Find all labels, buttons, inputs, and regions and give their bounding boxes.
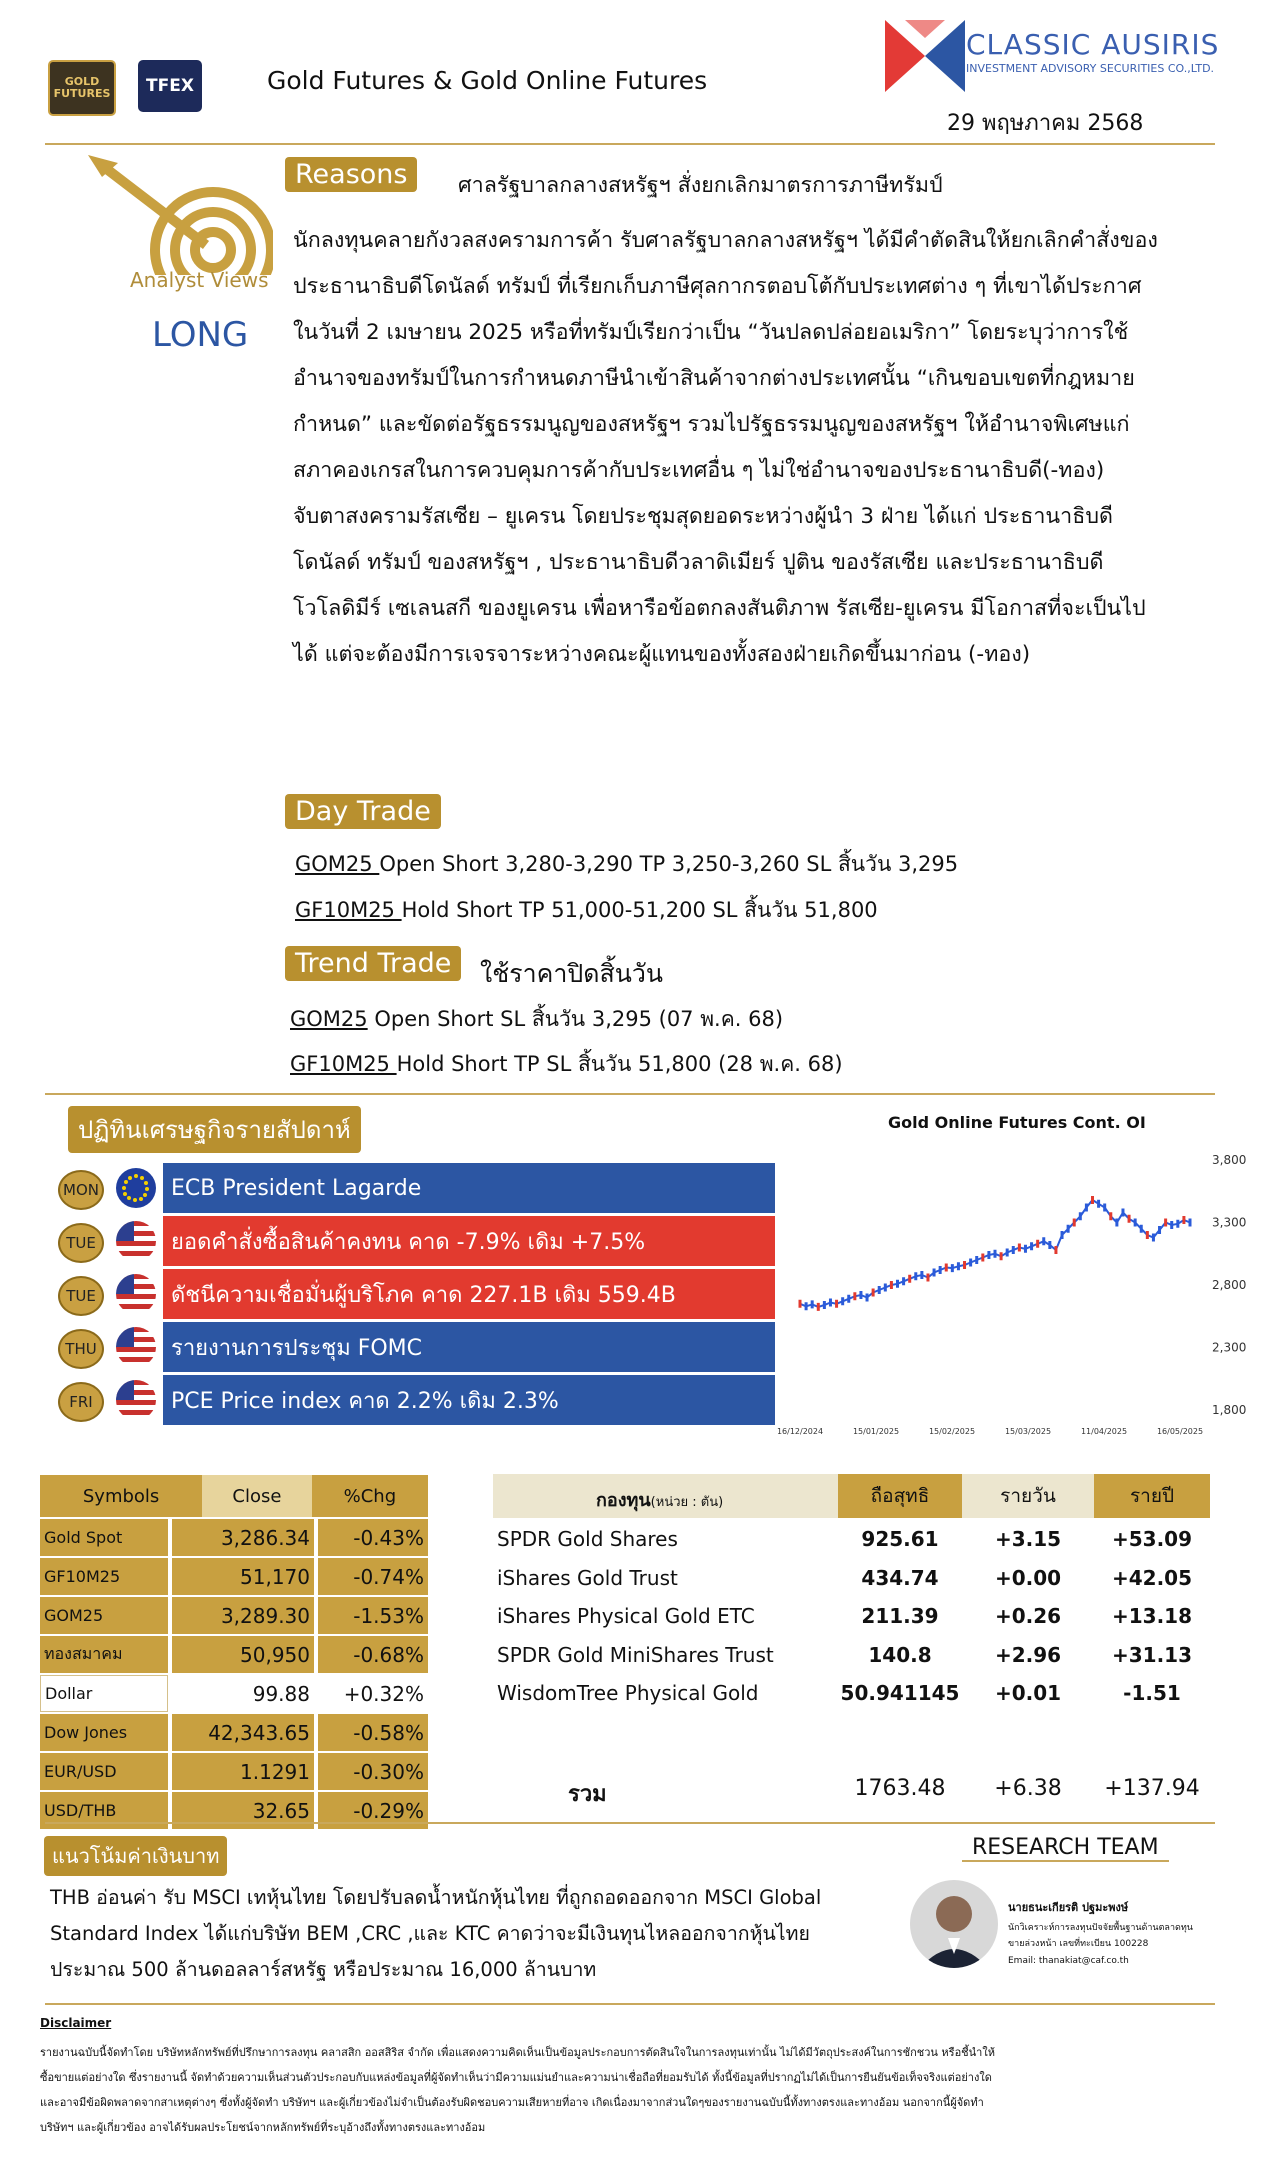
- reason-line: ในวันที่ 2 เมษายน 2025 หรือที่ทรัมป์เรียกว่าเป็น “วันปลดปล่อยอเมริกา” โดยระบุว่าการใช้: [293, 320, 1129, 345]
- fund-yearly: +13.18: [1111, 1604, 1193, 1628]
- fund-total-label: รวม: [568, 1782, 607, 1807]
- price-symbol: USD/THB: [40, 1792, 168, 1829]
- x-tick-label: 16/05/2025: [1156, 1427, 1204, 1436]
- us-flag-icon: [116, 1380, 156, 1420]
- price-close: 3,286.34: [172, 1519, 314, 1556]
- page-title: Gold Futures & Gold Online Futures: [267, 66, 708, 95]
- event-row: [163, 1216, 775, 1266]
- oi-data-point: [1006, 1249, 1009, 1257]
- oi-data-point: [920, 1271, 923, 1279]
- oi-data-point: [914, 1272, 917, 1280]
- fund-total-daily: +6.38: [994, 1776, 1062, 1801]
- header-symbols: Symbols: [40, 1475, 202, 1517]
- fund-daily: +0.00: [994, 1565, 1062, 1590]
- day-badge-thu: THU: [58, 1329, 104, 1369]
- oi-data-point: [1121, 1209, 1124, 1217]
- oi-data-point: [1158, 1226, 1161, 1234]
- us-flag-icon: [116, 1327, 156, 1367]
- fund-yearly: +31.13: [1111, 1642, 1193, 1667]
- oi-data-point: [835, 1300, 838, 1308]
- price-close: 42,343.65: [172, 1714, 314, 1751]
- event-text: รายงานการประชุม FOMC: [171, 1335, 423, 1361]
- x-tick-label: 15/03/2025: [1004, 1427, 1052, 1436]
- price-close: 50,950: [172, 1636, 314, 1673]
- x-tick-label: 15/01/2025: [852, 1427, 900, 1436]
- fund-row: [493, 1598, 1210, 1637]
- reason-line: สภาคองเกรสในการควบคุมการค้ากับประเทศอื่น ๆ ไม่ใช่อำนาจของประธานาธิบดี(-ทอง): [293, 458, 1105, 483]
- fund-total-yearly: +137.94: [1104, 1776, 1200, 1801]
- analyst-email: Email: thanakiat@caf.co.th: [1008, 1956, 1129, 1966]
- research-team-title: RESEARCH TEAM: [962, 1835, 1169, 1862]
- section-divider: [45, 2003, 1215, 2005]
- oi-data-point: [1164, 1219, 1167, 1227]
- target-arrow-icon: [88, 155, 273, 275]
- fund-name: SPDR Gold Shares: [497, 1527, 678, 1551]
- oi-data-point: [1128, 1215, 1131, 1223]
- fund-hold: 211.39: [861, 1604, 939, 1628]
- reason-line: อำนาจของทรัมป์ในการกำหนดภาษีนำเข้าสินค้าจากต่างประเทศนั้น “เกินขอบเขตที่กฎหมาย: [293, 366, 1135, 391]
- oi-data-point: [817, 1303, 820, 1311]
- oi-data-point: [1152, 1234, 1155, 1242]
- fund-yearly: +42.05: [1111, 1565, 1193, 1590]
- oi-data-point: [963, 1261, 966, 1269]
- gold-futures-logo: GOLD FUTURES: [48, 60, 116, 116]
- price-row: [40, 1714, 428, 1751]
- price-row: [40, 1597, 428, 1634]
- fund-row: [493, 1560, 1210, 1599]
- reasons-tag: Reasons: [285, 157, 417, 192]
- fund-total-hold: 1763.48: [854, 1776, 946, 1801]
- reason-line: โดนัลด์ ทรัมป์ ของสหรัฐฯ , ประธานาธิบดีวลาดิเมียร์ ปูติน ของรัสเซีย และประธานาธิบดี: [293, 550, 1104, 575]
- price-symbol: Gold Spot: [40, 1519, 168, 1556]
- oi-data-point: [1079, 1212, 1082, 1220]
- oi-data-point: [1091, 1196, 1094, 1204]
- fund-name-header: [596, 1485, 723, 1514]
- oi-data-point: [811, 1300, 814, 1308]
- price-chg: -0.74%: [318, 1558, 428, 1595]
- trend-trade-item: [290, 1003, 783, 1036]
- day-badge-tue: TUE: [58, 1223, 104, 1263]
- oi-data-point: [1109, 1212, 1112, 1220]
- fund-daily: +3.15: [994, 1527, 1062, 1551]
- trend-trade-text: Hold Short TP SL สิ้นวัน 51,800 (28 พ.ค. 68): [396, 1052, 843, 1076]
- price-symbol: ทองสมาคม: [40, 1636, 168, 1673]
- x-tick-label: 11/04/2025: [1080, 1427, 1128, 1436]
- disclaimer-title: Disclaimer: [40, 2016, 112, 2030]
- oi-data-point: [994, 1250, 997, 1258]
- oi-data-point: [866, 1294, 869, 1302]
- day-badge-tue: TUE: [58, 1276, 104, 1316]
- trend-trade-item: [290, 1048, 843, 1081]
- oi-data-point: [1030, 1242, 1033, 1250]
- oi-data-point: [1073, 1219, 1076, 1227]
- day-badge-fri: FRI: [58, 1382, 104, 1422]
- oi-data-point: [933, 1269, 936, 1277]
- oi-chart: [770, 1140, 1250, 1440]
- classic-ausiris-logo-icon: [885, 20, 965, 92]
- brand-subtitle: INVESTMENT ADVISORY SECURITIES CO.,LTD.: [966, 62, 1215, 75]
- oi-data-point: [1103, 1204, 1106, 1212]
- fund-rows: [493, 1521, 1210, 1714]
- oi-data-point: [1042, 1237, 1045, 1245]
- baht-trend-tag: แนวโน้มค่าเงินบาท: [44, 1836, 227, 1876]
- day-trade-item: [295, 848, 958, 881]
- oi-data-point: [1000, 1252, 1003, 1260]
- day-trade-text: Hold Short TP 51,000-51,200 SL สิ้นวัน 51,800: [401, 898, 878, 922]
- reasons-body: [293, 218, 1233, 678]
- price-chg: -0.58%: [318, 1714, 428, 1751]
- oi-data-point: [853, 1292, 856, 1300]
- price-symbol: GOM25: [40, 1597, 168, 1634]
- eu-flag-icon: [116, 1168, 156, 1208]
- reasons-headline: ศาลรัฐบาลกลางสหรัฐฯ สั่งยกเลิกมาตรการภาษีทรัมป์: [458, 173, 943, 198]
- us-flag-icon: [116, 1221, 156, 1261]
- oi-data-point: [1182, 1216, 1185, 1224]
- price-chg: -0.30%: [318, 1753, 428, 1790]
- price-symbol: GF10M25: [40, 1558, 168, 1595]
- event-text: PCE Price index คาด 2.2% เดิม 2.3%: [171, 1388, 559, 1414]
- analyst-view-long: LONG: [152, 315, 249, 355]
- price-table-header: [40, 1475, 428, 1517]
- oi-data-point: [1146, 1231, 1149, 1239]
- oi-data-point: [823, 1301, 826, 1309]
- event-text: ดัชนีความเชื่อมั่นผู้บริโภค คาด 227.1B เดิม 559.4B: [171, 1282, 676, 1308]
- oi-data-point: [951, 1264, 954, 1272]
- oi-data-point: [1085, 1204, 1088, 1212]
- disclaimer-line: รายงานฉบับนี้จัดทำโดย บริษัทหลักทรัพย์ที่ปรึกษาการลงทุน คลาสสิก ออสสิริส จำกัด เพื่อแสดงความคิดเห็นเป็นข้อมูลประกอบการตัดสินใจในการลงทุนเท่านั้น ไม่ได้มีวัตถุประสงค์ในการชักชวน หรือชี้นำให้: [40, 2046, 995, 2059]
- price-symbol: EUR/USD: [40, 1753, 168, 1790]
- trend-trade-text: Open Short SL สิ้นวัน 3,295 (07 พ.ค. 68): [367, 1007, 784, 1031]
- day-trade-symbol: GOM25: [295, 852, 380, 876]
- oi-data-point: [1097, 1200, 1100, 1208]
- fund-row: [493, 1675, 1210, 1714]
- section-divider: [45, 1093, 1215, 1095]
- oi-data-point: [1048, 1241, 1051, 1249]
- brand-name: CLASSIC AUSIRIS: [966, 28, 1220, 61]
- oi-data-point: [902, 1277, 905, 1285]
- oi-data-point: [872, 1289, 875, 1297]
- oi-data-point: [1018, 1244, 1021, 1252]
- price-rows: [40, 1519, 428, 1831]
- price-row: [40, 1753, 428, 1790]
- x-tick-label: 15/02/2025: [928, 1427, 976, 1436]
- fund-name: SPDR Gold MiniShares Trust: [497, 1642, 774, 1667]
- header-close: Close: [202, 1475, 312, 1517]
- price-symbol: Dow Jones: [40, 1714, 168, 1751]
- oi-data-point: [975, 1256, 978, 1264]
- day-trade-symbol: GF10M25: [295, 898, 402, 922]
- disclaimer-body: [40, 2040, 1230, 2140]
- price-symbol: Dollar: [40, 1675, 168, 1712]
- oi-data-point: [1024, 1245, 1027, 1253]
- baht-line: Standard Index ได้แก่บริษัท BEM ,CRC ,และ KTC คาดว่าจะมีเงินทุนไหลออกจากหุ้นไทย: [50, 1922, 810, 1945]
- reason-line: กำหนด” และขัดต่อรัฐธรรมนูญของสหรัฐฯ รวมไปรัฐธรรมนูญของสหรัฐฯ ให้อำนาจพิเศษแก่: [293, 412, 1130, 437]
- price-close: 99.88: [172, 1675, 314, 1712]
- price-table: [40, 1475, 428, 1517]
- fund-hold: 140.8: [868, 1642, 932, 1667]
- oi-data-point: [799, 1300, 802, 1308]
- oi-data-point: [1176, 1220, 1179, 1228]
- price-row: [40, 1519, 428, 1556]
- fund-yearly: +53.09: [1111, 1527, 1193, 1551]
- fund-daily: +0.26: [994, 1604, 1062, 1628]
- disclaimer-line: บริษัทฯ และผู้เกี่ยวข้อง อาจได้รับผลประโยชน์จากหลักทรัพย์ที่ระบุอ้างถึงทั้งทางตรงและทางอ้อม: [40, 2121, 486, 2134]
- fund-hold: 434.74: [861, 1565, 939, 1590]
- fund-daily: +0.01: [994, 1681, 1062, 1705]
- reason-line: ได้ แต่จะต้องมีการเจรจาระหว่างคณะผู้แทนของทั้งสองฝ่ายเกิดขึ้นมาก่อน (-ทอง): [293, 642, 1031, 667]
- price-chg: +0.32%: [318, 1675, 428, 1712]
- price-chg: -0.43%: [318, 1519, 428, 1556]
- fund-header-unit: (หน่วย : ตัน): [650, 1495, 724, 1510]
- day-trade-text: Open Short 3,280-3,290 TP 3,250-3,260 SL สิ้นวัน 3,295: [379, 852, 959, 876]
- oi-data-point: [1012, 1246, 1015, 1254]
- price-row: [40, 1636, 428, 1673]
- reason-line: นักลงทุนคลายกังวลสงครามการค้า รับศาลรัฐบาลกลางสหรัฐฯ ได้มีคำตัดสินให้ยกเลิกคำสั่งของ: [293, 228, 1158, 253]
- header-divider: [45, 143, 1215, 145]
- day-trade-item: [295, 894, 878, 927]
- price-row: [40, 1558, 428, 1595]
- oi-data-point: [878, 1286, 881, 1294]
- event-row: [163, 1269, 775, 1319]
- reason-line: โวโลดิมีร์ เซเลนสกี ของยูเครน เพื่อหารือข้อตกลงสันติภาพ รัสเซีย-ยูเครน มีโอกาสที่จะเป็นไป: [293, 596, 1146, 621]
- oi-data-point: [939, 1266, 942, 1274]
- oi-data-point: [908, 1275, 911, 1283]
- section-divider: [45, 1822, 1215, 1824]
- fund-row: [493, 1637, 1210, 1676]
- oi-data-point: [1189, 1219, 1192, 1227]
- price-chg: -0.68%: [318, 1636, 428, 1673]
- trend-trade-tag: Trend Trade: [285, 946, 461, 981]
- event-text: ECB President Lagarde: [171, 1175, 422, 1201]
- oi-data-point: [847, 1295, 850, 1303]
- us-flag-icon: [116, 1274, 156, 1314]
- hold-header: ถือสุทธิ: [838, 1474, 962, 1518]
- oi-data-point: [1067, 1225, 1070, 1233]
- oi-data-point: [841, 1297, 844, 1305]
- y-tick-label: 3,300: [1212, 1215, 1247, 1230]
- fund-name: iShares Gold Trust: [497, 1565, 678, 1590]
- disclaimer-line: และอาจมีข้อผิดพลาดจากสาเหตุต่างๆ ซึ่งทั้งผู้จัดทำ บริษัทฯ และผู้เกี่ยวข้องไม่จำเป็นต้องรับผิดชอบความเสียหายที่อาจ เกิดเนื่องมาจากส่วนใดๆของรายงานฉบับนี้ทั้งทางตรงและทางอ้อม นอกจากนี้ผู้จัดทำ: [40, 2096, 984, 2109]
- oi-data-point: [1061, 1231, 1064, 1239]
- price-close: 3,289.30: [172, 1597, 314, 1634]
- trend-trade-note: ใช้ราคาปิดสิ้นวัน: [480, 959, 663, 988]
- oi-data-point: [1170, 1221, 1173, 1229]
- oi-data-point: [805, 1302, 808, 1310]
- tfex-logo: TFEX: [138, 60, 202, 112]
- reason-line: ประธานาธิบดีโดนัลด์ ทรัมป์ ที่เรียกเก็บภาษีศุลกากรตอบโต้กับประเทศต่าง ๆ ที่เขาได้ประกาศ: [293, 274, 1142, 299]
- price-row: [40, 1675, 428, 1712]
- event-row: [163, 1375, 775, 1425]
- report-date: 29 พฤษภาคม 2568: [947, 111, 1144, 136]
- analyst-views-label: Analyst Views: [130, 268, 269, 292]
- oi-data-point: [987, 1251, 990, 1259]
- fund-hold: 50.941145: [840, 1681, 960, 1705]
- oi-data-point: [1115, 1219, 1118, 1227]
- oi-data-point: [829, 1299, 832, 1307]
- fund-name: WisdomTree Physical Gold: [497, 1681, 759, 1705]
- price-chg: -1.53%: [318, 1597, 428, 1634]
- price-close: 32.65: [172, 1792, 314, 1829]
- oi-data-point: [945, 1264, 948, 1272]
- oi-data-point: [957, 1262, 960, 1270]
- y-tick-label: 2,300: [1212, 1340, 1247, 1355]
- oi-data-point: [884, 1284, 887, 1292]
- reason-line: จับตาสงครามรัสเซีย – ยูเครน โดยประชุมสุดยอดระหว่างผู้นำ 3 ฝ่าย ได้แก่ ประธานาธิบดี: [293, 504, 1113, 529]
- oi-data-point: [1140, 1225, 1143, 1233]
- fund-hold: 925.61: [861, 1527, 939, 1551]
- fund-header-name: กองทุน: [596, 1490, 651, 1511]
- analyst-role: นักวิเคราะห์การลงทุนปัจจัยพื้นฐานด้านตลาดทุน: [1008, 1923, 1193, 1933]
- oi-data-point: [926, 1274, 929, 1282]
- oi-data-point: [1054, 1246, 1057, 1254]
- analyst-license: ขายล่วงหน้า เลขที่ทะเบียน 100228: [1008, 1939, 1149, 1949]
- y-tick-label: 1,800: [1212, 1403, 1247, 1417]
- fund-daily: +2.96: [994, 1642, 1062, 1667]
- y-tick-label: 2,800: [1212, 1278, 1247, 1292]
- fund-row: [493, 1521, 1210, 1560]
- day-trade-tag: Day Trade: [285, 794, 441, 829]
- oi-data-point: [896, 1280, 899, 1288]
- event-text: ยอดคำสั่งซื้อสินค้าคงทน คาด -7.9% เดิม +7.5%: [171, 1229, 646, 1255]
- disclaimer-line: ซื้อขายแต่อย่างใด ซึ่งรายงานนี้ จัดทำด้วยความเห็นส่วนตัวประกอบกับแหล่งข้อมูลที่ผู้จัดทำเห็นว่ามีความแม่นยำและความน่าเชื่อถือที่ยอมรับได้ ทั้งนี้ข้อมูลที่ปรากฏไม่ได้เป็นการยืนยันข้อเท็จจริงแต่อย่างใด: [40, 2071, 992, 2084]
- baht-body: [50, 1880, 910, 1988]
- price-close: 51,170: [172, 1558, 314, 1595]
- baht-line: THB อ่อนค่า รับ MSCI เทหุ้นไทย โดยปรับลดน้ำหนักหุ้นไทย ที่ถูกถอดออกจาก MSCI Global: [50, 1886, 822, 1909]
- analyst-name: นายธนะเกียรติ ปฐมะพงษ์: [1008, 1901, 1129, 1914]
- oi-data-point: [1134, 1219, 1137, 1227]
- x-tick-label: 16/12/2024: [776, 1427, 824, 1436]
- price-chg: -0.29%: [318, 1792, 428, 1829]
- daily-header: รายวัน: [968, 1474, 1088, 1518]
- baht-line: ประมาณ 500 ล้านดอลลาร์สหรัฐ หรือประมาณ 16,000 ล้านบาท: [50, 1958, 597, 1981]
- y-tick-label: 3,800: [1212, 1153, 1247, 1167]
- price-close: 1.1291: [172, 1753, 314, 1790]
- oi-data-point: [890, 1281, 893, 1289]
- trend-trade-symbol: GF10M25: [290, 1052, 397, 1076]
- yearly-header: รายปี: [1094, 1474, 1210, 1518]
- oi-data-point: [1036, 1240, 1039, 1248]
- analyst-avatar: [910, 1880, 998, 1968]
- trend-trade-symbol: GOM25: [290, 1007, 368, 1031]
- oi-data-point: [969, 1259, 972, 1267]
- oi-data-point: [981, 1254, 984, 1262]
- fund-name: iShares Physical Gold ETC: [497, 1604, 755, 1628]
- oi-data-point: [859, 1291, 862, 1299]
- chart-title: Gold Online Futures Cont. OI: [888, 1113, 1146, 1132]
- day-badge-mon: MON: [58, 1170, 104, 1210]
- header-chg: %Chg: [312, 1475, 428, 1517]
- event-row: [163, 1322, 775, 1372]
- fund-yearly: -1.51: [1123, 1681, 1181, 1705]
- calendar-tag: ปฏิทินเศรษฐกิจรายสัปดาห์: [68, 1106, 361, 1153]
- event-row: [163, 1163, 775, 1213]
